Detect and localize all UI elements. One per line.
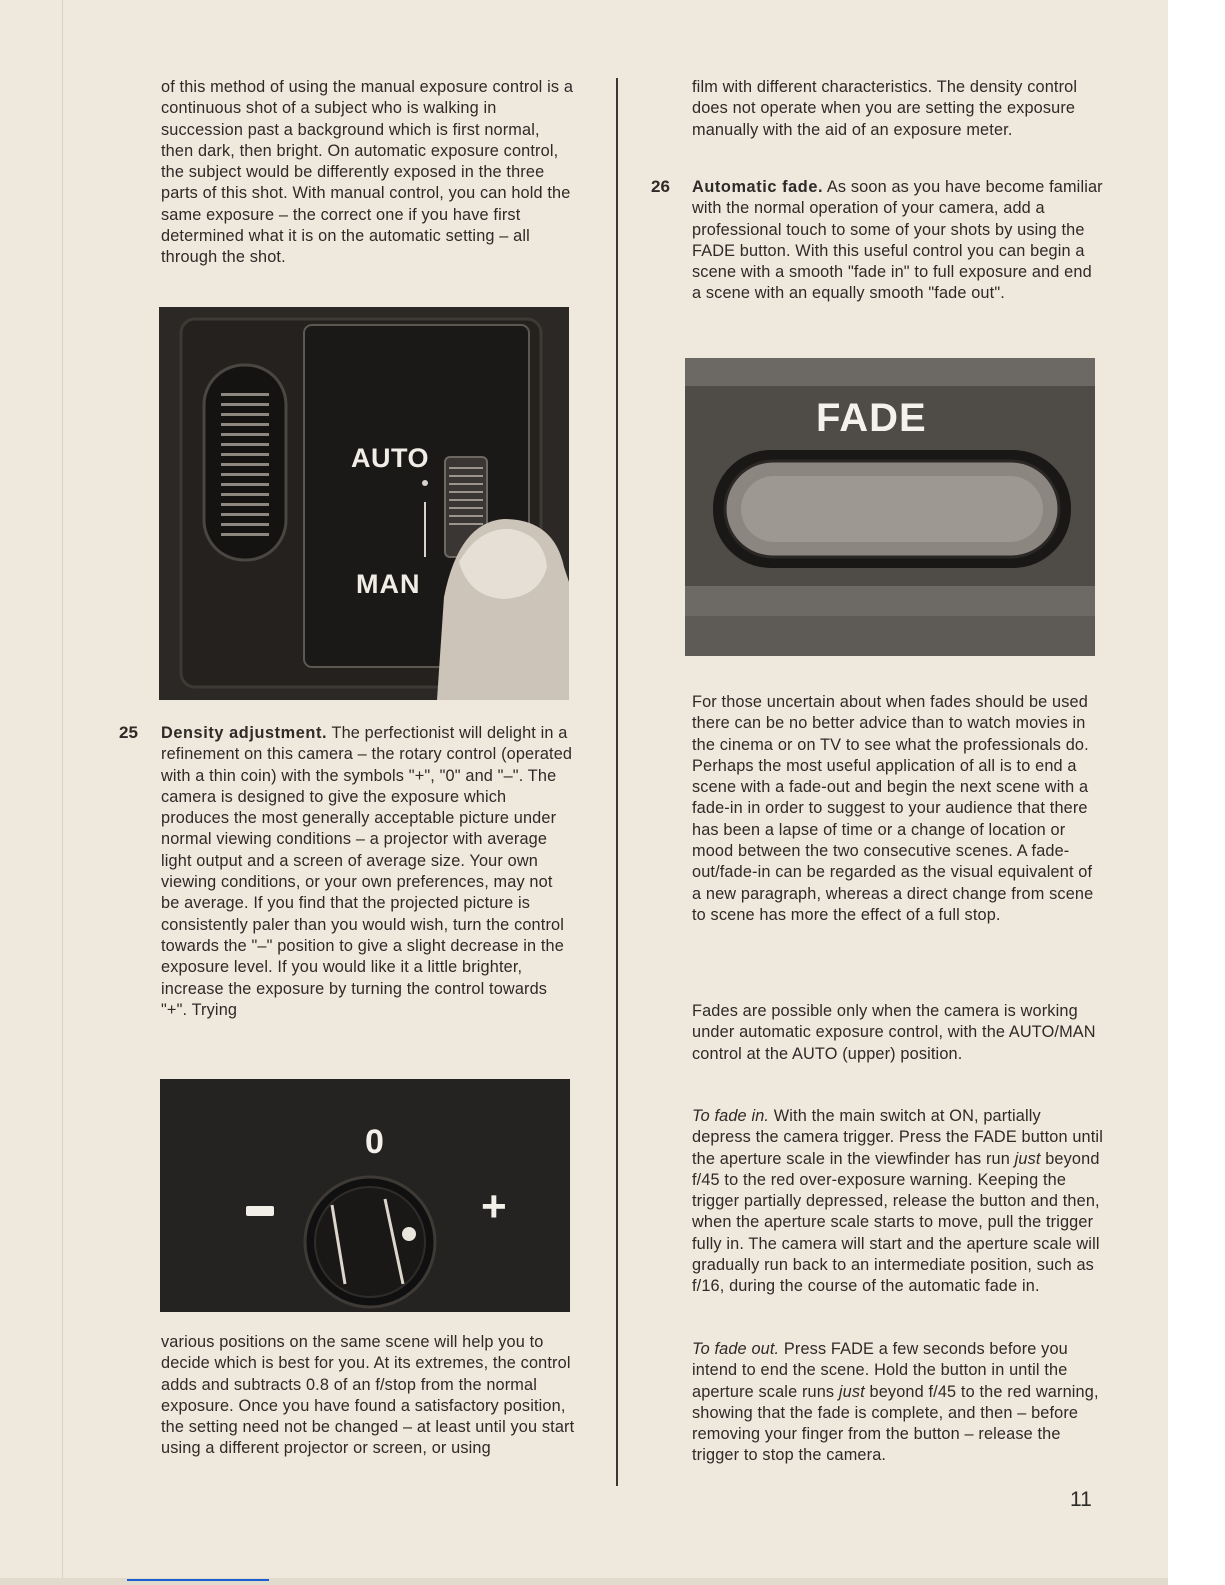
para-possible: Fades are possible only when the camera is working under automatic exposure control, with the AUTO/MAN control at the AUTO (upper) position. — [692, 1002, 1096, 1063]
man-label: MAN — [356, 569, 421, 599]
fade-in-label: To fade in. — [692, 1107, 770, 1125]
fade-label: FADE — [816, 396, 927, 440]
para-uncertain-block — [692, 692, 1104, 926]
section-number-26: 26 — [651, 177, 670, 196]
section-25-heading: Density adjustment. — [161, 724, 328, 742]
section-number-25: 25 — [119, 723, 138, 742]
fade-out-emphasis: just — [838, 1382, 865, 1401]
fade-out-label: To fade out. — [692, 1340, 780, 1358]
plus-symbol: + — [481, 1182, 507, 1231]
bottom-highlight — [127, 1579, 269, 1581]
section-25-paragraph — [161, 723, 575, 1021]
auto-label: AUTO — [351, 443, 430, 473]
intro-text-right: film with different characteristics. The density control does not operate when you are setting the exposure manually with the aid of an exposure meter. — [692, 78, 1078, 139]
para-uncertain: For those uncertain about when fades should be used there can be no better advice than to watch movies in the cinema or on TV to see what the professionals do. Perhaps the most useful application of all is to end a scene with a fade-out and begin the next scene with a fade-in in order to suggest to your audience that there has been a lapse of time or a change of location or mood between the two consecutive scenes. A fade-out/fade-in can be regarded as the visual equivalent of a new paragraph, whereas a direct change from scene to scene has more the effect of a full stop. — [692, 693, 1094, 924]
auto-man-switch-illustration — [159, 307, 569, 700]
fade-button-photo — [685, 358, 1095, 656]
binding-edge — [62, 0, 63, 1585]
fade-in-emphasis: just — [1014, 1149, 1041, 1168]
fade-out-text-a: Press FADE a few seconds before you intend to end the scene. Hold the button in until the aperture scale runs — [692, 1340, 1068, 1401]
fade-in-paragraph — [692, 1106, 1104, 1298]
zero-symbol: 0 — [365, 1123, 384, 1161]
page-number: 11 — [1070, 1488, 1092, 1511]
intro-text-left: of this method of using the manual exposure control is a continuous shot of a subject who is walking in succession past a background which is first normal, then dark, then bright. On automatic exposure control, the subject would be differently exposed in the three parts of this shot. With manual control, you can hold the same exposure – the correct one if you have first determined what it is on the automatic setting – all through the shot. — [161, 78, 574, 267]
fade-out-text-b: beyond f/45 to the red warning, showing that the fade is complete, and then – before removing your finger from the button – release the trigger to stop the camera. — [692, 1382, 1099, 1465]
fade-in-text-a: With the main switch at ON, partially depress the camera trigger. Press the FADE button until the aperture scale in the viewfinder has run — [692, 1107, 1103, 1168]
fade-out-instructions — [692, 1339, 1104, 1467]
column-divider — [616, 78, 618, 1486]
section-25-density-adjustment — [161, 723, 575, 1021]
section-26-automatic-fade — [692, 177, 1104, 305]
density-dial-illustration — [160, 1079, 570, 1312]
section-25-text: The perfectionist will delight in a refinement on this camera – the rotary control (operated with a thin coin) with the symbols "+", "0" and "–". The camera is designed to give the exposure which produces the most generally acceptable picture under normal viewing conditions – a projector with average light output and a screen of average size. Your own viewing conditions, or your own preferences, may not be average. If you find that the projected picture is consistently paler than you would wish, turn the control towards the "–" position to give a slight decrease in the exposure level. If you would like it a little brighter, increase the exposure by turning the control towards "+". Trying — [161, 724, 573, 1019]
section-26-heading: Automatic fade. — [692, 178, 824, 196]
fade-in-instructions — [692, 1106, 1104, 1298]
right-intro-paragraph — [692, 77, 1104, 141]
left-intro-paragraph — [161, 77, 575, 269]
para-possible-block — [692, 1001, 1104, 1065]
section-26-text: As soon as you have become familiar with the normal operation of your camera, add a professional touch to some of your shots by using the FADE button. With this useful control you can begin a scene with a smooth "fade in" to full exposure and end a scene with an equally smooth "fade out". — [692, 178, 1103, 303]
section-26-paragraph — [692, 177, 1104, 305]
density-control-photo — [160, 1079, 570, 1312]
continuation-text: various positions on the same scene will help you to decide which is best for you. At its extremes, the control adds and subtracts 0.8 of an f/stop from the normal exposure. Once you have found a satisfactory position, the setting need not be changed – at least until you start using a different projector or screen, or using — [161, 1333, 575, 1458]
fade-in-text-b: beyond f/45 to the red over-exposure warning. Keeping the trigger partially depressed, release the button and then, when the aperture scale starts to move, pull the trigger fully in. The camera will start and the aperture scale will gradually run back to an intermediate position, such as f/16, during the course of the automatic fade in. — [692, 1149, 1100, 1296]
auto-man-switch-photo — [159, 307, 569, 700]
left-continuation — [161, 1332, 575, 1460]
fade-out-paragraph — [692, 1339, 1104, 1467]
